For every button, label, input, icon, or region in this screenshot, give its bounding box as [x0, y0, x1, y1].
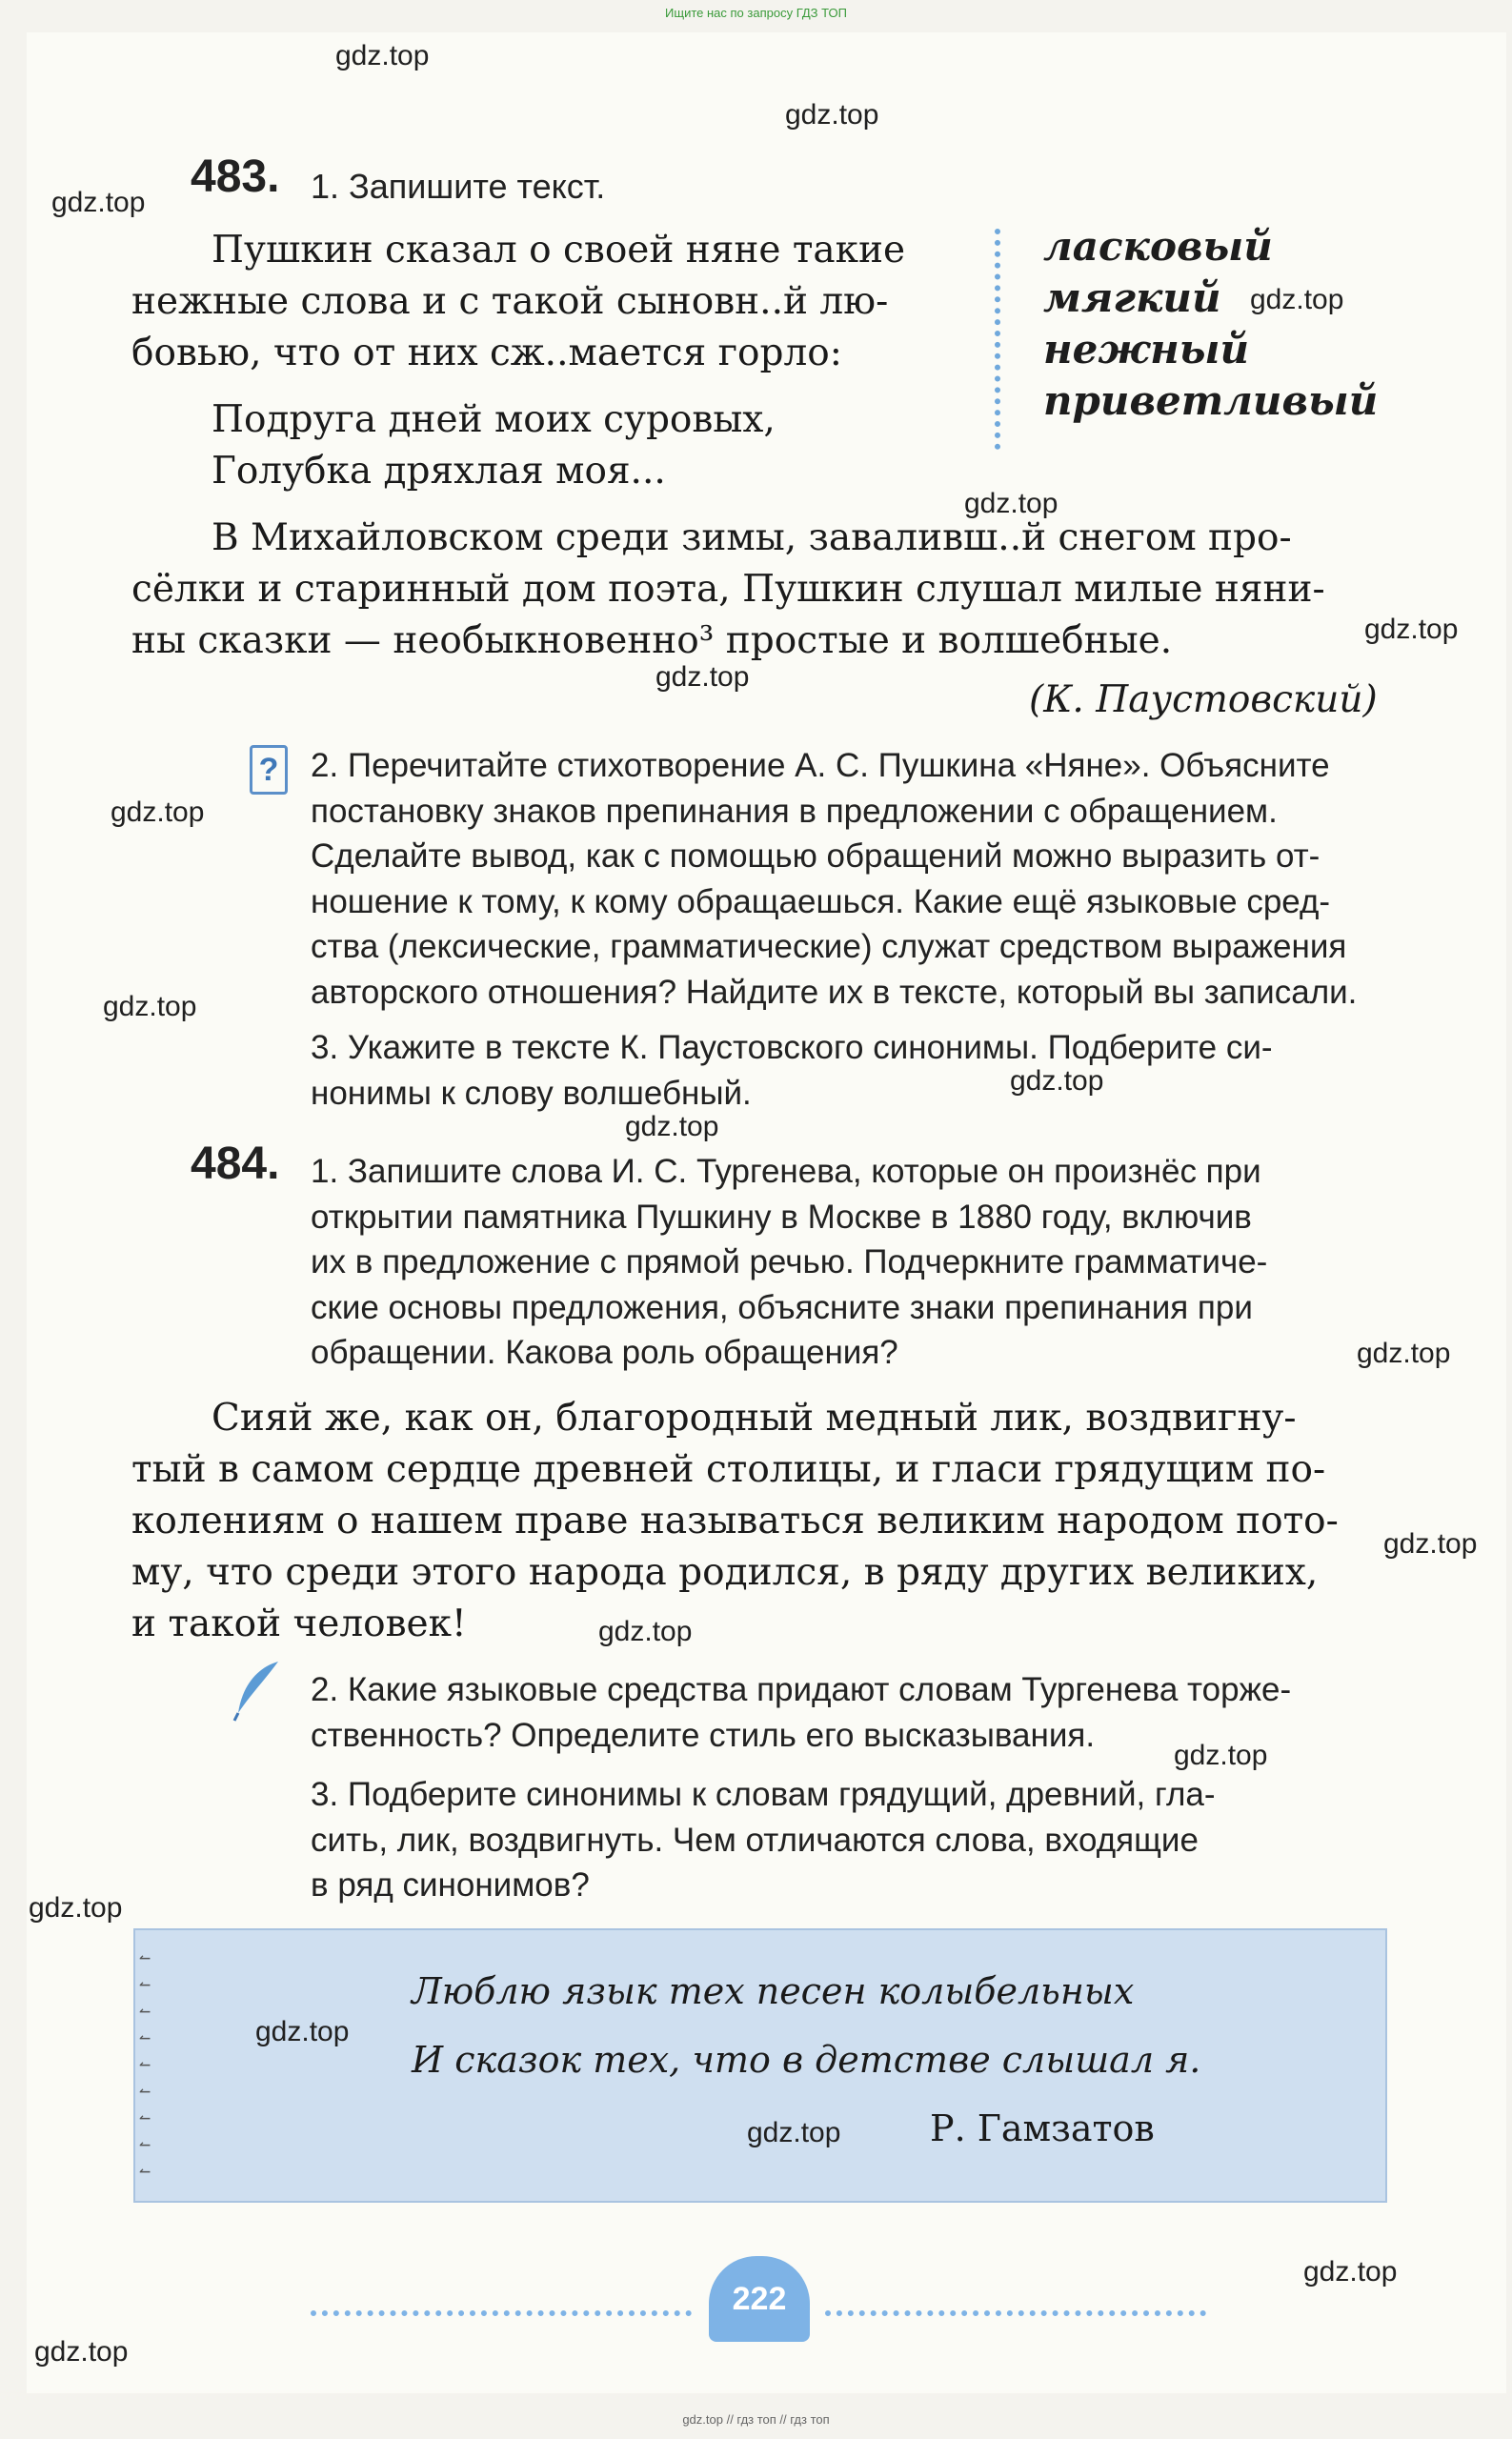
- epigraph-author: Р. Гамзатов: [930, 2107, 1155, 2149]
- task-line: постановку знаков препинания в предложении с обращением.: [311, 792, 1278, 830]
- paustovsky-paragraph: [131, 513, 1380, 667]
- task-line: 2. Какие языковые средства придают словам Тургенева торже-: [311, 1671, 1292, 1708]
- poem-line: Подруга дней моих суровых,: [212, 398, 776, 441]
- exercise-484-number: 484.: [191, 1139, 280, 1189]
- quote-line: колениям о нашем праве называться великим народом пото-: [131, 1500, 1339, 1542]
- watermark: gdz.top: [1383, 1528, 1478, 1560]
- quote-line: и такой человек!: [131, 1602, 467, 1645]
- poem-quote: [212, 394, 776, 497]
- task-line: Сделайте вывод, как с помощью обращений можно выразить от-: [311, 837, 1320, 875]
- watermark: gdz.top: [1364, 614, 1459, 645]
- ex483-task3: [311, 1025, 1387, 1116]
- task-line: ношение к тому, к кому обращаешься. Какие ещё языковые сред-: [311, 882, 1331, 920]
- turgenev-quote: [131, 1393, 1380, 1650]
- synonym-item: приветливый: [1043, 377, 1379, 424]
- quote-line: му, что среди этого народа родился, в ряду других великих,: [131, 1551, 1319, 1594]
- watermark: gdz.top: [51, 187, 146, 218]
- task-line: сить, лик, воздвигнуть. Чем отличаются слова, входящие: [311, 1821, 1199, 1859]
- intro-line: нежные слова и с такой сыновн..й лю-: [131, 280, 889, 323]
- quote-line: тый в самом сердце древней столицы, и гласи грядущим по-: [131, 1448, 1326, 1491]
- header-notice: Ищите нас по запросу ГДЗ ТОП: [665, 6, 847, 20]
- watermark: gdz.top: [103, 991, 197, 1022]
- help-question-icon: ?: [250, 745, 288, 795]
- watermark: gdz.top: [29, 1892, 123, 1924]
- task-line: открытии памятника Пушкину в Москве в 1880 году, включив: [311, 1198, 1252, 1236]
- task-line: ства (лексические, грамматические) служат средством выражения: [311, 928, 1347, 965]
- task-line: ские основы предложения, объясните знаки препинания при: [311, 1288, 1253, 1326]
- watermark: gdz.top: [625, 1111, 719, 1142]
- feather-pen-icon: [229, 1658, 286, 1724]
- synonym-list: [1043, 221, 1378, 427]
- watermark: gdz.top: [785, 99, 879, 131]
- para-line: сёлки и старинный дом поэта, Пушкин слушал милые няни-: [131, 568, 1325, 611]
- para-line: В Михайловском среди зимы, заваливш..й снегом про-: [212, 516, 1292, 559]
- page-number: 222: [709, 2256, 810, 2342]
- task-line: их в предложение с прямой речью. Подчеркните грамматиче-: [311, 1243, 1268, 1280]
- para-line: ны сказки — необыкновенно³ простые и волшебные.: [131, 619, 1173, 662]
- watermark: gdz.top: [964, 488, 1058, 519]
- watermark: gdz.top: [34, 2336, 129, 2368]
- synonym-item: нежный: [1043, 326, 1250, 373]
- synonym-divider: [995, 229, 1000, 450]
- intro-line: бовью, что от них сж..мается горло:: [131, 332, 842, 374]
- synonym-item: мягкий: [1043, 274, 1221, 321]
- watermark: gdz.top: [335, 40, 430, 71]
- ex483-task1: 1. Запишите текст.: [311, 167, 606, 206]
- task-line: авторского отношения? Найдите их в тексте, который вы записали.: [311, 973, 1358, 1011]
- ex484-task1: [311, 1149, 1387, 1376]
- page-number-dots-left: [311, 2310, 692, 2316]
- watermark: gdz.top: [1250, 284, 1344, 315]
- synonym-item: ласковый: [1043, 223, 1273, 270]
- ex483-intro: [131, 225, 960, 379]
- quote-line: Сияй же, как он, благородный медный лик, воздвигну-: [212, 1397, 1297, 1440]
- task-line: нонимы к слову волшебный.: [311, 1074, 752, 1112]
- notebook-spiral-icon: ↼ ↼ ↼ ↼ ↼ ↼ ↼ ↼ ↼: [139, 1945, 151, 2182]
- exercise-483-number: 483.: [191, 151, 280, 202]
- watermark: gdz.top: [1357, 1338, 1451, 1369]
- watermark: gdz.top: [1010, 1065, 1104, 1097]
- task-line: 2. Перечитайте стихотворение А. С. Пушкина «Няне». Объясните: [311, 747, 1330, 784]
- task-line: 3. Подберите синонимы к словам грядущий, древний, гла-: [311, 1776, 1216, 1813]
- ex484-task3: [311, 1772, 1387, 1908]
- epigraph-line: Люблю язык тех песен колыбельных: [412, 1970, 1135, 2012]
- task-line: в ряд синонимов?: [311, 1866, 590, 1904]
- watermark: gdz.top: [598, 1616, 693, 1647]
- page-number-dots-right: [825, 2310, 1206, 2316]
- footer-notice: gdz.top // гдз топ // гдз топ: [682, 2412, 830, 2427]
- watermark: gdz.top: [747, 2117, 841, 2148]
- poem-line: Голубка дряхлая моя...: [212, 450, 666, 493]
- task-line: 1. Запишите слова И. С. Тургенева, которые он произнёс при: [311, 1153, 1261, 1190]
- watermark: gdz.top: [1303, 2256, 1398, 2288]
- task-line: 3. Укажите в тексте К. Паустовского синонимы. Подберите си-: [311, 1029, 1273, 1066]
- watermark: gdz.top: [1174, 1740, 1268, 1771]
- paustovsky-author: (К. Паустовский): [1029, 678, 1378, 721]
- intro-line: Пушкин сказал о своей няне такие: [212, 229, 906, 272]
- ex483-task2: [311, 743, 1387, 1015]
- watermark: gdz.top: [255, 2016, 350, 2047]
- epigraph-line: И сказок тех, что в детстве слышал я.: [412, 2039, 1201, 2081]
- watermark: gdz.top: [655, 661, 750, 693]
- watermark: gdz.top: [111, 796, 205, 828]
- task-line: ственность? Определите стиль его высказывания.: [311, 1716, 1096, 1754]
- task-line: обращении. Какова роль обращения?: [311, 1334, 898, 1371]
